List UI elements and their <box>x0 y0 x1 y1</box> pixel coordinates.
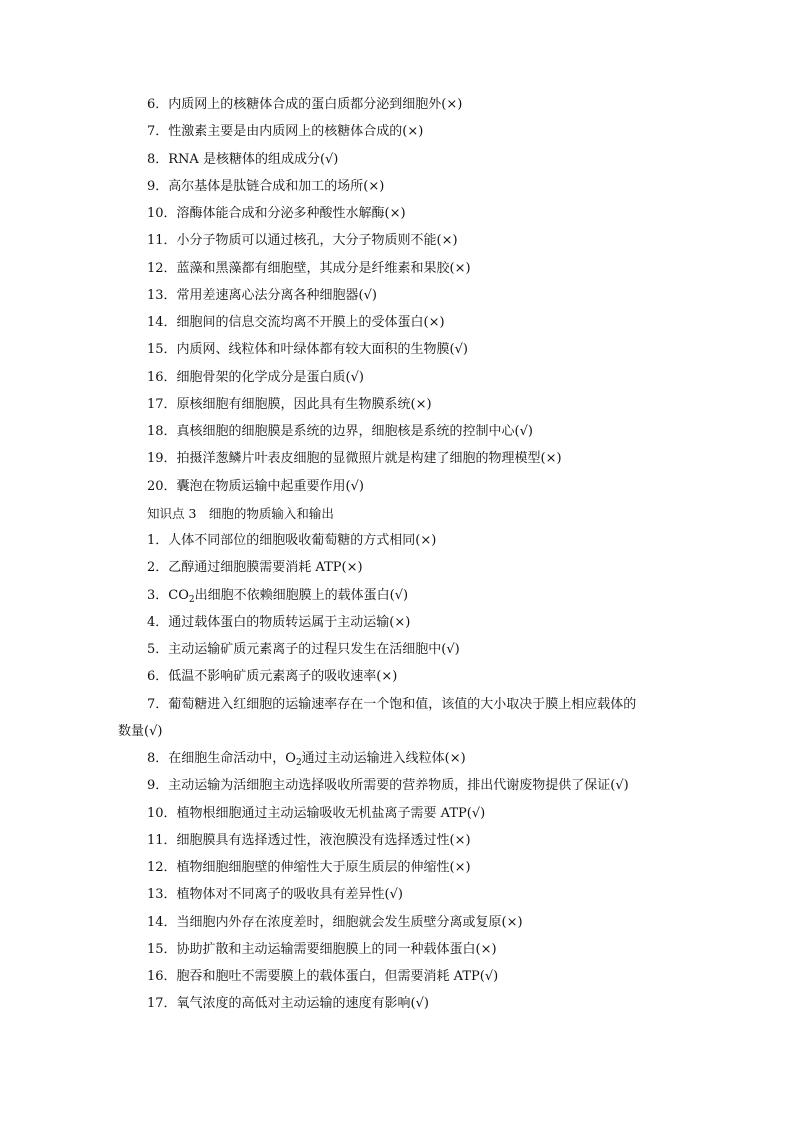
statement-line: 7．葡萄糖进入红细胞的运输速率存在一个饱和值，该值的大小取决于膜上相应载体的 <box>147 697 637 712</box>
statement-line: 13．常用差速离心法分离各种细胞器(√) <box>147 288 377 303</box>
statement-line: 9．主动运输为活细胞主动选择吸收所需要的营养物质，排出代谢废物提供了保证(√) <box>147 778 629 793</box>
statement-line <box>147 587 408 605</box>
statement-text: 8．在细胞生命活动中，O <box>147 751 296 766</box>
statement-line: 6．低温不影响矿质元素离子的吸收速率(×) <box>147 669 398 684</box>
statement-text: 3．CO <box>147 588 189 603</box>
statement-line: 14．细胞间的信息交流均离不开膜上的受体蛋白(×) <box>147 315 445 330</box>
statement-text: 通过主动运输进入线粒体(×) <box>301 751 466 766</box>
statement-line: 17．原核细胞有细胞膜，因此具有生物膜系统(×) <box>147 397 432 412</box>
statement-line: 13．植物体对不同离子的吸收具有差异性(√) <box>147 887 403 902</box>
statement-line: 18．真核细胞的细胞膜是系统的边界，细胞核是系统的控制中心(√) <box>147 424 533 439</box>
statement-line: 6．内质网上的核糖体合成的蛋白质都分泌到细胞外(×) <box>147 97 463 112</box>
statement-line: 4．通过载体蛋白的物质转运属于主动运输(×) <box>147 615 411 630</box>
statement-line: 11．细胞膜具有选择透过性，液泡膜没有选择透过性(×) <box>147 833 471 848</box>
statement-line: 1．人体不同部位的细胞吸收葡萄糖的方式相同(×) <box>147 533 437 548</box>
statement-line: 9．高尔基体是肽链合成和加工的场所(×) <box>147 179 385 194</box>
statement-line: 17．氧气浓度的高低对主动运输的速度有影响(√) <box>147 996 429 1011</box>
statement-line: 12．蓝藻和黑藻都有细胞壁，其成分是纤维素和果胶(×) <box>147 261 471 276</box>
statement-line: 20．囊泡在物质运输中起重要作用(√) <box>147 479 364 494</box>
statement-line: 12．植物细胞细胞壁的伸缩性大于原生质层的伸缩性(×) <box>147 860 471 875</box>
statement-line: 15．内质网、线粒体和叶绿体都有较大面积的生物膜(√) <box>147 342 468 357</box>
statement-line: 15．协助扩散和主动运输需要细胞膜上的同一种载体蛋白(×) <box>147 942 497 957</box>
statement-continuation: 数量(√) <box>118 724 163 739</box>
statement-line: 5．主动运输矿质元素离子的过程只发生在活细胞中(√) <box>147 642 460 657</box>
subscript: 2 <box>295 758 302 768</box>
subscript: 2 <box>188 595 195 605</box>
statement-line: 10．植物根细胞通过主动运输吸收无机盐离子需要 ATP(√) <box>147 806 486 821</box>
statement-line: 16．胞吞和胞吐不需要膜上的载体蛋白，但需要消耗 ATP(√) <box>147 969 499 984</box>
statement-line: 14．当细胞内外存在浓度差时，细胞就会发生质壁分离或复原(×) <box>147 915 523 930</box>
statement-line: 19．拍摄洋葱鳞片叶表皮细胞的显微照片就是构建了细胞的物理模型(×) <box>147 451 562 466</box>
statement-line <box>147 750 466 768</box>
statement-line: 16．细胞骨架的化学成分是蛋白质(√) <box>147 370 364 385</box>
statement-line: 11．小分子物质可以通过核孔，大分子物质则不能(×) <box>147 233 458 248</box>
statement-line: 8．RNA 是核糖体的组成成分(√) <box>147 152 339 167</box>
section-heading: 知识点 3 细胞的物质输入和输出 <box>147 506 334 521</box>
statement-line: 10．溶酶体能合成和分泌多种酸性水解酶(×) <box>147 206 406 221</box>
statement-line: 7．性激素主要是由内质网上的核糖体合成的(×) <box>147 124 424 139</box>
statement-text: 出细胞不依赖细胞膜上的载体蛋白(√) <box>194 588 409 603</box>
statement-line: 2．乙醇通过细胞膜需要消耗 ATP(×) <box>147 560 363 575</box>
